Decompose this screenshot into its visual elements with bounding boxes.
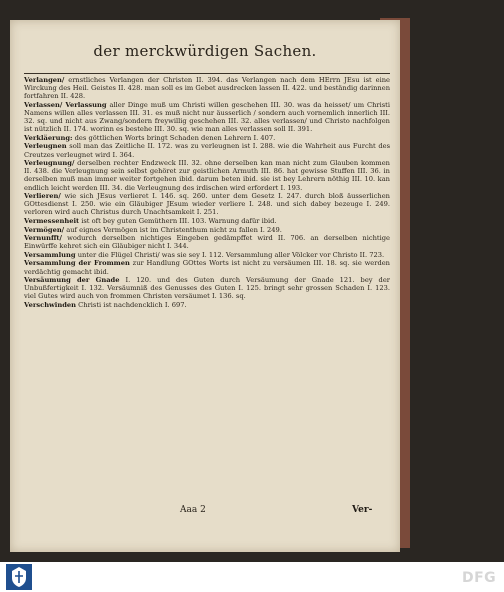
index-entry: [24, 226, 390, 234]
entry-head: Verlassen/ Verlassung: [24, 100, 107, 109]
entry-body: aller Dinge muß um Christi willen geschehen III. 30. was da heisset/ um Christi Namens willen alles verlassen III. 31. es muß nicht nur äusserlich / sondern auch vornemlich innerlich III. 32. sq. und nicht aus Zwang/sondern freywillig geschehen III. 32. alles verlassen/ und Christo nachfolgen ist nützlich II. 174. worinn es bestehe III. 30. sq. wie man alles verlassen soll II. 391.: [24, 100, 390, 134]
entry-body: unter die Flügel Christi/ was sie sey I. 112. Versammlung aller Völcker vor Christo II. 723.: [77, 250, 385, 259]
index-entries: [24, 76, 390, 309]
entry-head: Versäumung der Gnade: [24, 276, 120, 285]
entry-head: Vermögen/: [24, 225, 65, 234]
entry-head: Verlangen/: [24, 76, 65, 84]
entry-body: Christi ist nachdencklich I. 697.: [78, 300, 187, 309]
entry-head: Verleugnung/: [24, 159, 75, 168]
index-entry: [24, 251, 390, 259]
entry-body: soll man das Zeitliche II. 172. was zu verleugnen ist I. 288. wie die Wahrheit aus Furcht des Creutzes verleugnet wird I. 364.: [24, 142, 390, 159]
entry-head: Verleugnen: [24, 142, 67, 151]
catchword: Ver-: [352, 505, 373, 515]
entry-body: des göttlichen Worts bringt Schaden denen Lehrern I. 407.: [74, 133, 276, 142]
header-rule: [24, 73, 390, 74]
index-entry: [24, 234, 390, 250]
entry-body: derselben rechter Endzweck III. 32. ohne derselben kan man nicht zum Glauben kommen II. 438. die Verleugnung sein selbst gehöret zur geistlichen Armuth III. 86. hat gewisse Stuffen III. 36. in derselben muß man immer weiter fortgehen ibid. darum beten ibid. sie ist bey Lehrern nöthig III. 10. kan endlich leicht werden III. 34. die Verleugnung des irdischen wird erfordert I. 193.: [24, 159, 390, 192]
entry-head: Versammlung: [24, 250, 76, 259]
book-page: [10, 20, 400, 552]
index-entry: [24, 217, 390, 225]
entry-body: wodurch derselben nichtiges Eingeben gedämpffet wird II. 706. an derselben nichtige Einwürffe kehret sich ein Gläubiger nicht I. 344.: [24, 234, 390, 251]
running-head: der merckwürdigen Sachen.: [93, 42, 317, 60]
index-entry: [24, 301, 390, 309]
library-crest-icon: [6, 564, 32, 590]
entry-head: Verschwinden: [24, 300, 77, 309]
entry-head: Verkläerung:: [24, 133, 73, 142]
entry-body: auf eignes Vermögen ist im Christenthum nicht zu fallen I. 249.: [66, 225, 282, 234]
index-entry: [24, 259, 390, 275]
entry-body: zur Handlung GOttes Worts ist nicht zu versäumen III. 18. sq. sie werden verdächtig gemacht ibid.: [24, 259, 390, 276]
dfg-logo-icon: DFG: [462, 570, 497, 586]
index-entry: [24, 276, 390, 300]
entry-body: ernstliches Verlangen der Christen II. 394. das Verlangen nach dem HErrn JEsu ist eine Wirckung des Heil. Geistes II. 428. man soll es im Gebet ausdrecken lassen II. 422. und beständig darinnen fortfahren II. 428.: [24, 76, 391, 101]
index-entry: [24, 159, 390, 192]
entry-head: Vernunfft/: [24, 234, 62, 243]
entry-body: I. 120. und des Guten durch Versäumung der Gnade 121. bey der Unbußfertigkeit I. 132. Versäumniß des Genusses des Guten I. 125. bringt sehr grossen Schaden I. 123. viel Gutes wird auch von frommen Christen versäumet I. 136. sq.: [24, 276, 390, 301]
index-entry: [24, 134, 390, 142]
signature-mark: Aaa 2: [180, 505, 206, 515]
entry-head: Vermessenheit: [24, 217, 80, 225]
entry-body: ist oft bey guten Gemüthern III. 103. Warnung dafür ibid.: [81, 217, 277, 225]
entry-head: Versammlung der Frommen: [24, 259, 130, 268]
index-entry: [24, 142, 390, 158]
index-entry: [24, 192, 390, 216]
entry-body: wie sich JEsus verlieret I. 146. sq. 260. unter dem Gesetz I. 247. durch bloß äusserlichen GOttesdienst I. 250. wie ein Gläubiger JEsum wieder verliere I. 248. und sich dabey bezeuge I. 249. verloren wird auch Christus durch Unachtsamkeit I. 251.: [24, 192, 390, 217]
index-entry: [24, 76, 390, 100]
index-entry: [24, 101, 390, 134]
entry-head: Verlieren/: [24, 192, 61, 201]
